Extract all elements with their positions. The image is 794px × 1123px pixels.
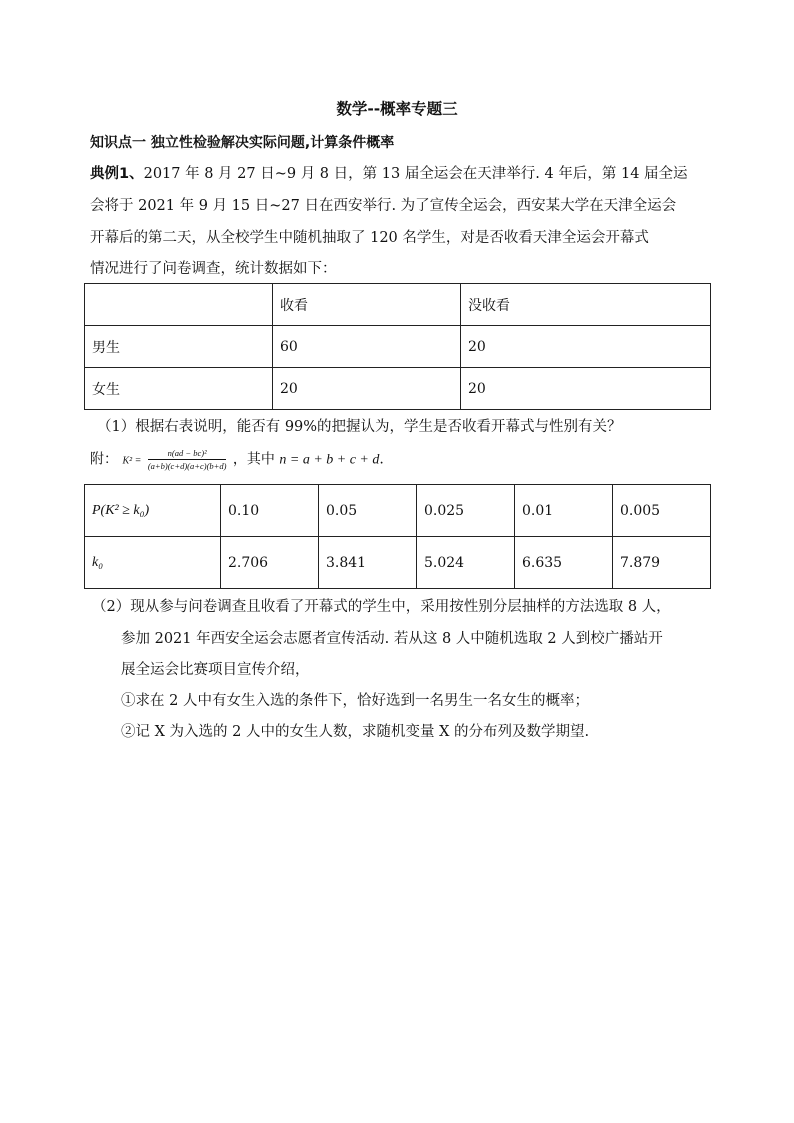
table-cell: 2.706 xyxy=(221,537,319,589)
formula-suffix: . xyxy=(379,451,384,468)
table-cell: P(K² ≥ k₀) xyxy=(85,485,221,537)
knowledge-point-heading: 知识点一 独立性检验解决实际问题,计算条件概率 xyxy=(90,135,395,151)
table-cell: k₀ xyxy=(85,537,221,589)
table-cell: 6.635 xyxy=(515,537,613,589)
formula-fraction xyxy=(148,448,227,471)
table-cell: 60 xyxy=(273,326,461,368)
table-row xyxy=(85,368,711,410)
formula-n-definition: n = a + b + c + d xyxy=(279,452,380,468)
question-2-line-3: 展全运会比赛项目宣传介绍， xyxy=(121,662,310,678)
table-cell: 女生 xyxy=(85,368,273,410)
chi-square-formula xyxy=(90,448,384,484)
table-cell: 收看 xyxy=(273,284,461,326)
table-cell: 0.005 xyxy=(613,485,711,537)
table-cell: 0.01 xyxy=(515,485,613,537)
table-row xyxy=(85,537,711,589)
example-text-1: 2017 年 8 月 27 日~9 月 8 日，第 13 届全运会在天津举行. 4 年后，第 14 届全运 xyxy=(143,166,688,182)
table-cell: 0.025 xyxy=(417,485,515,537)
table-cell: 20 xyxy=(461,368,711,410)
table-cell: 0.05 xyxy=(319,485,417,537)
table-cell: 20 xyxy=(273,368,461,410)
table-cell: 20 xyxy=(461,326,711,368)
formula-prefix: 附： xyxy=(90,451,118,468)
critical-value-table xyxy=(84,484,711,589)
table-cell: 0.10 xyxy=(221,485,319,537)
page-title: 数学--概率专题三 xyxy=(336,100,458,118)
table-cell: 没收看 xyxy=(461,284,711,326)
table-row xyxy=(85,284,711,326)
formula-numerator: n(ad − bc)² xyxy=(148,448,227,460)
table-cell xyxy=(85,284,273,326)
example-line-1 xyxy=(90,165,688,183)
formula-middle: ，其中 xyxy=(232,451,275,468)
table-cell: 3.841 xyxy=(319,537,417,589)
question-2-part-1: ①求在 2 人中有女生入选的条件下，恰好选到一名男生一名女生的概率； xyxy=(121,693,589,709)
question-1: （1）根据右表说明，能否有 99%的把握认为，学生是否收看开幕式与性别有关？ xyxy=(97,419,622,435)
example-line-3: 开幕后的第二天，从全校学生中随机抽取了 120 名学生，对是否收看天津全运会开幕式 xyxy=(90,230,649,246)
example-label: 典例1、 xyxy=(90,166,144,182)
table-cell: 男生 xyxy=(85,326,273,368)
formula-denominator: (a+b)(c+d)(a+c)(b+d) xyxy=(147,461,227,471)
question-2-part-2: ②记 X 为入选的 2 人中的女生人数，求随机变量 X 的分布列及数学期望. xyxy=(121,724,590,740)
survey-table xyxy=(84,283,711,410)
formula-lhs: K² = xyxy=(122,455,142,467)
question-2-line-2: 参加 2021 年西安全运会志愿者宣传活动. 若从这 8 人中随机选取 2 人到校广播站开 xyxy=(121,631,663,647)
table-row xyxy=(85,326,711,368)
example-line-4: 情况进行了问卷调查，统计数据如下： xyxy=(90,261,337,277)
question-2-line-1: （2）现从参与问卷调查且收看了开幕式的学生中，采用按性别分层抽样的方法选取 8 人， xyxy=(92,599,671,615)
table-cell: 5.024 xyxy=(417,537,515,589)
example-line-2: 会将于 2021 年 9 月 15 日~27 日在西安举行. 为了宣传全运会，西安某大学在天津全运会 xyxy=(90,198,677,214)
table-row xyxy=(85,485,711,537)
table-cell: 7.879 xyxy=(613,537,711,589)
